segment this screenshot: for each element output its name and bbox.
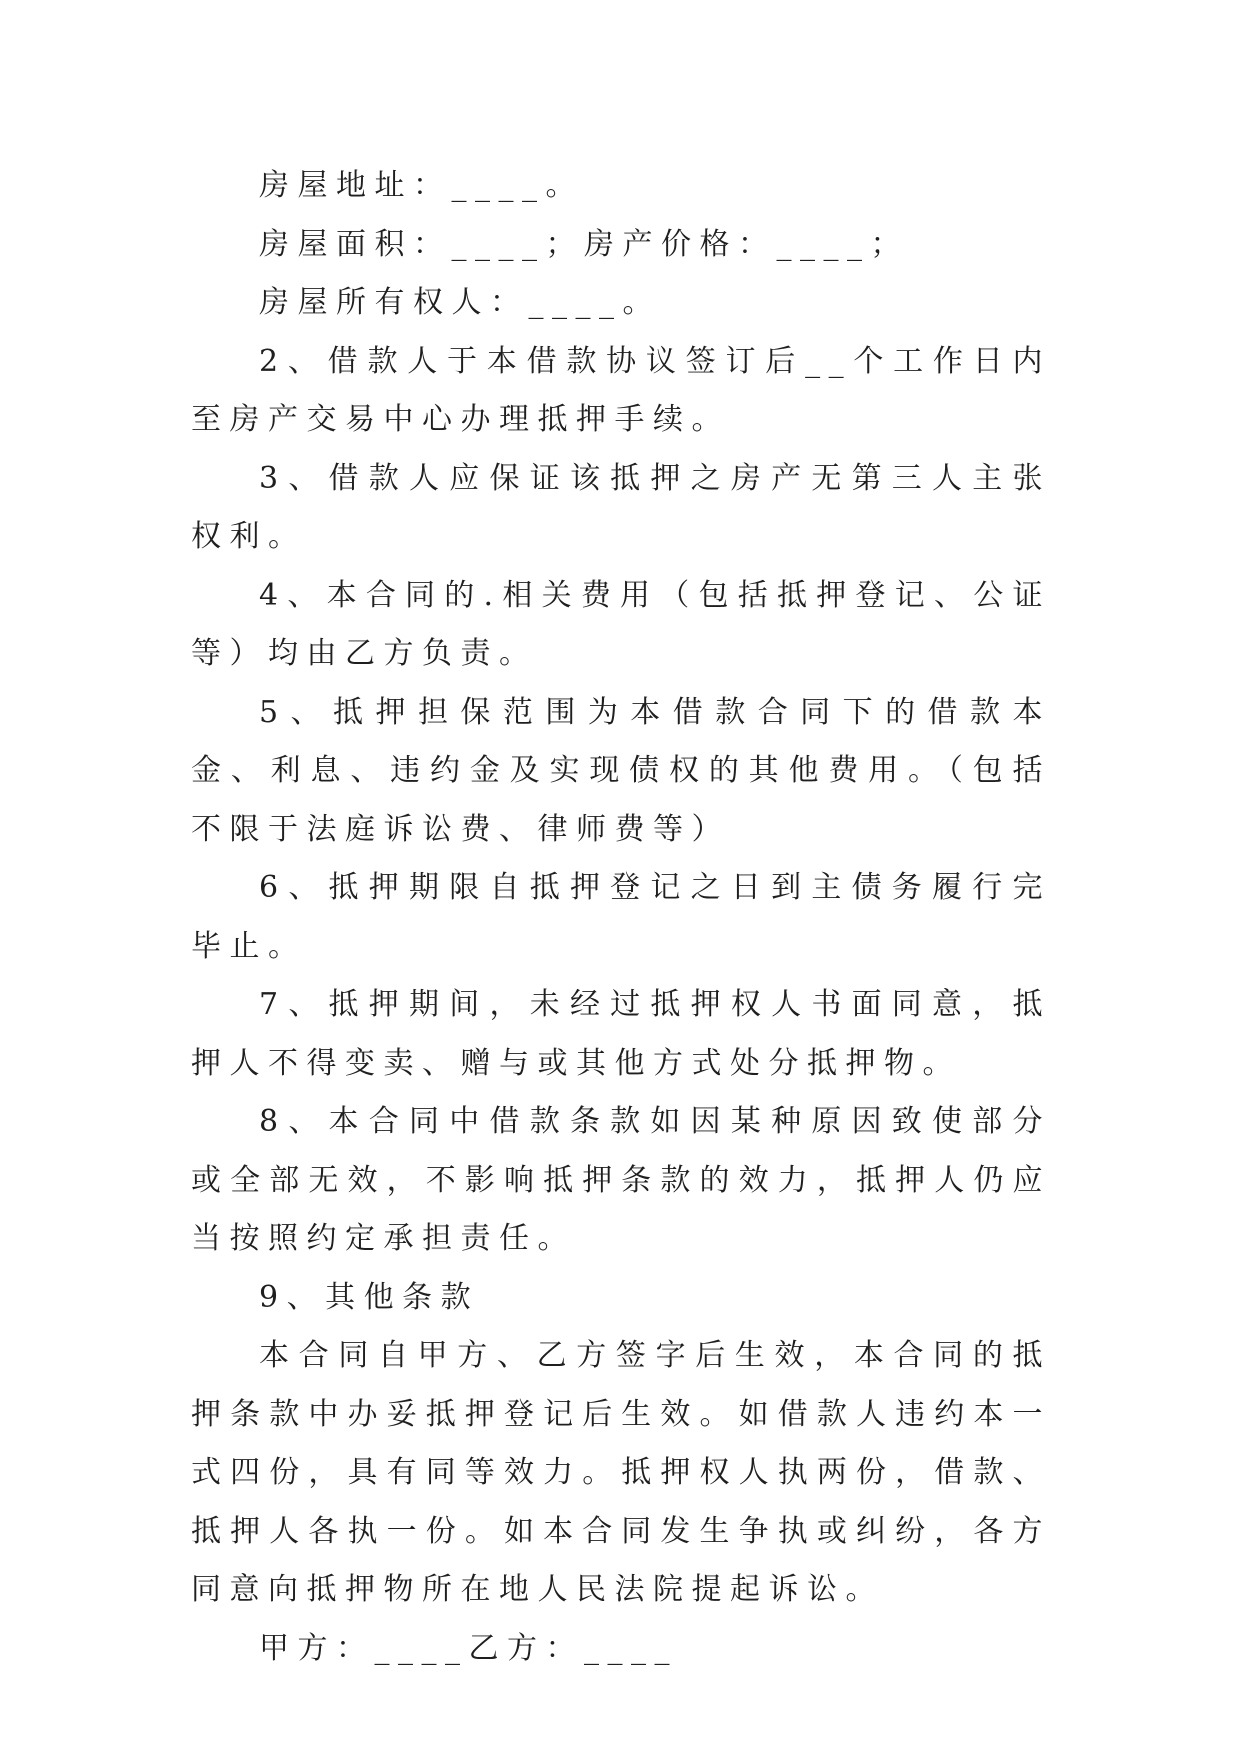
clause-5: 5、抵押担保范围为本借款合同下的借款本金、利息、违约金及实现债权的其他费用。（包括不限于法庭诉讼费、律师费等）: [191, 694, 1051, 847]
property-address-line: 房屋地址：____。: [259, 168, 584, 203]
document-body: [191, 157, 1051, 1678]
clause-4: 4、本合同的.相关费用（包括抵押登记、公证等）均由乙方负责。: [191, 577, 1051, 671]
clause-2: 2、借款人于本借款协议签订后__个工作日内至房产交易中心办理抵押手续。: [191, 343, 1051, 437]
clause-3: 3、借款人应保证该抵押之房产无第三人主张权利。: [191, 460, 1051, 554]
effectiveness-paragraph: 本合同自甲方、乙方签字后生效，本合同的抵押条款中办妥抵押登记后生效。如借款人违约本一式四份，具有同等效力。抵押权人执两份，借款、抵押人各执一份。如本合同发生争执或纠纷，各方同意向抵押物所在地人民法院提起诉讼。: [191, 1338, 1051, 1607]
clause-9-heading: 9、其他条款: [259, 1279, 480, 1315]
clause-8: 8、本合同中借款条款如因某种原因致使部分或全部无效，不影响抵押条款的效力，抵押人仍应当按照约定承担责任。: [191, 1104, 1051, 1256]
clause-6: 6、抵押期限自抵押登记之日到主债务履行完毕止。: [191, 870, 1051, 964]
property-area-price-line: 房屋面积：____；房产价格：____；: [259, 226, 909, 262]
clause-7: 7、抵押期间，未经过抵押权人书面同意，抵押人不得变卖、赠与或其他方式处分抵押物。: [191, 987, 1051, 1081]
property-owner-line: 房屋所有权人：____。: [259, 285, 661, 320]
signature-line: 甲方：____乙方：____: [259, 1630, 678, 1666]
